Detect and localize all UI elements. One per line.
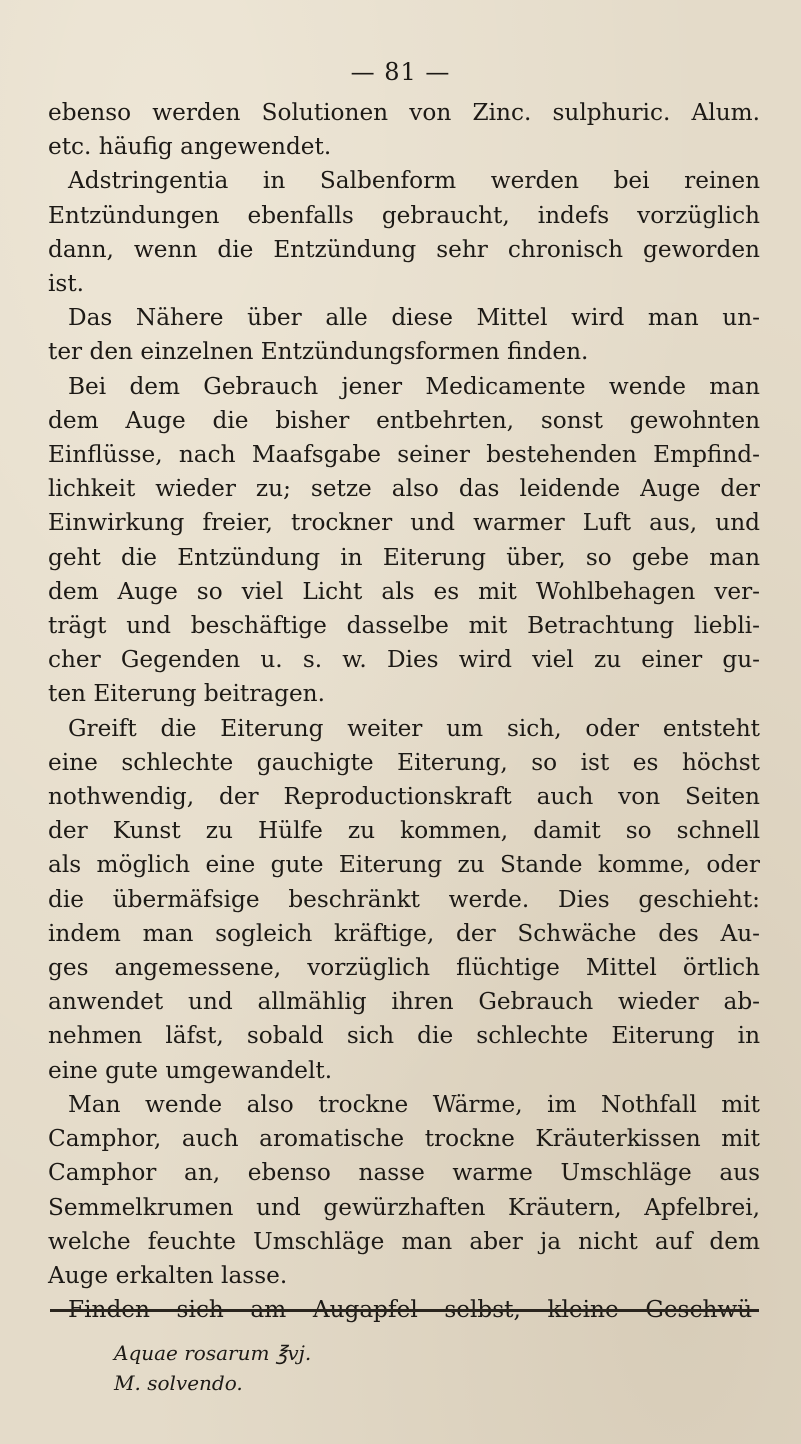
text-line: etc. häufig angewendet. [48,133,332,161]
text-line: die übermäfsige beschränkt werde. Dies geschieht: [48,885,760,913]
text-line: Semmelkrumen und gewürzhaften Kräutern, Apfelbrei, [48,1193,760,1221]
text-line: nehmen läfst, sobald sich die schlechte Eiterung in [48,1022,760,1050]
text-line: Das Nähere über alle diese Mittel wird man un- [68,304,760,332]
text-line: dem Auge die bisher entbehrten, sonst gewohnten [48,406,760,434]
text-line: Greift die Eiterung weiter um sich, oder entsteht [68,714,760,742]
footnote [114,1338,311,1398]
text-line: als möglich eine gute Eiterung zu Stande komme, oder [48,851,760,879]
text-line: indem man sogleich kräftige, der Schwäche des Au- [48,919,760,947]
text-line: Camphor an, ebenso nasse warme Umschläge aus [48,1159,760,1187]
text-line: Einflüsse, nach Maafsgabe seiner bestehenden Empfind- [48,441,760,469]
text-line: ist. [48,270,85,298]
text-line: dem Auge so viel Licht als es mit Wohlbehagen ver- [48,577,760,605]
text-line: anwendet und allmählig ihren Gebrauch wieder ab- [48,988,760,1016]
text-line: Entzündungen ebenfalls gebraucht, indefs vorzüglich [48,201,760,229]
footnote-line: M. solvendo. [114,1371,243,1395]
page-header [0,58,801,86]
footnote-divider [50,1309,759,1312]
text-line: Camphor, auch aromatische trockne Kräuterkissen mit [48,1125,760,1153]
text-line: Finden sich am Augapfel selbst, kleine Geschwü- [68,1296,760,1324]
text-line: ter den einzelnen Entzündungsformen finden. [48,338,589,366]
text-line: Bei dem Gebrauch jener Medicamente wende man [68,372,760,400]
text-line: eine schlechte gauchigte Eiterung, so ist es höchst [48,748,760,776]
text-line: Einwirkung freier, trockner und warmer Luft aus, und [48,509,760,537]
page-number: — 81 — [350,58,451,86]
text-line: der Kunst zu Hülfe zu kommen, damit so schnell [48,817,760,845]
text-line: nothwendig, der Reproductionskraft auch von Seiten [48,783,760,811]
text-line: ebenso werden Solutionen von Zinc. sulphuric. Alum. [48,99,760,126]
text-line: eine gute umgewandelt. [48,1056,333,1084]
text-line: dann, wenn die Entzündung sehr chronisch geworden [48,235,760,263]
text-line: ges angemessene, vorzüglich flüchtige Mittel örtlich [48,954,760,982]
text-line: welche feuchte Umschläge man aber ja nicht auf dem [48,1227,760,1255]
text-line: Adstringentia in Salbenform werden bei reinen [68,167,760,195]
text-line: Man wende also trockne Wärme, im Nothfall mit [68,1090,760,1118]
text-line: trägt und beschäftige dasselbe mit Betrachtung liebli- [48,612,760,640]
text-line: lichkeit wieder zu; setze also das leidende Auge der [48,475,760,503]
text-line: ten Eiterung beitragen. [48,680,325,708]
body-text [48,96,760,1327]
footnote-line: Aquae rosarum ℥vj. [114,1341,312,1365]
text-line: geht die Entzündung in Eiterung über, so gebe man [48,543,760,571]
text-line: Auge erkalten lasse. [48,1261,288,1289]
text-line: cher Gegenden u. s. w. Dies wird viel zu einer gu- [48,646,760,674]
